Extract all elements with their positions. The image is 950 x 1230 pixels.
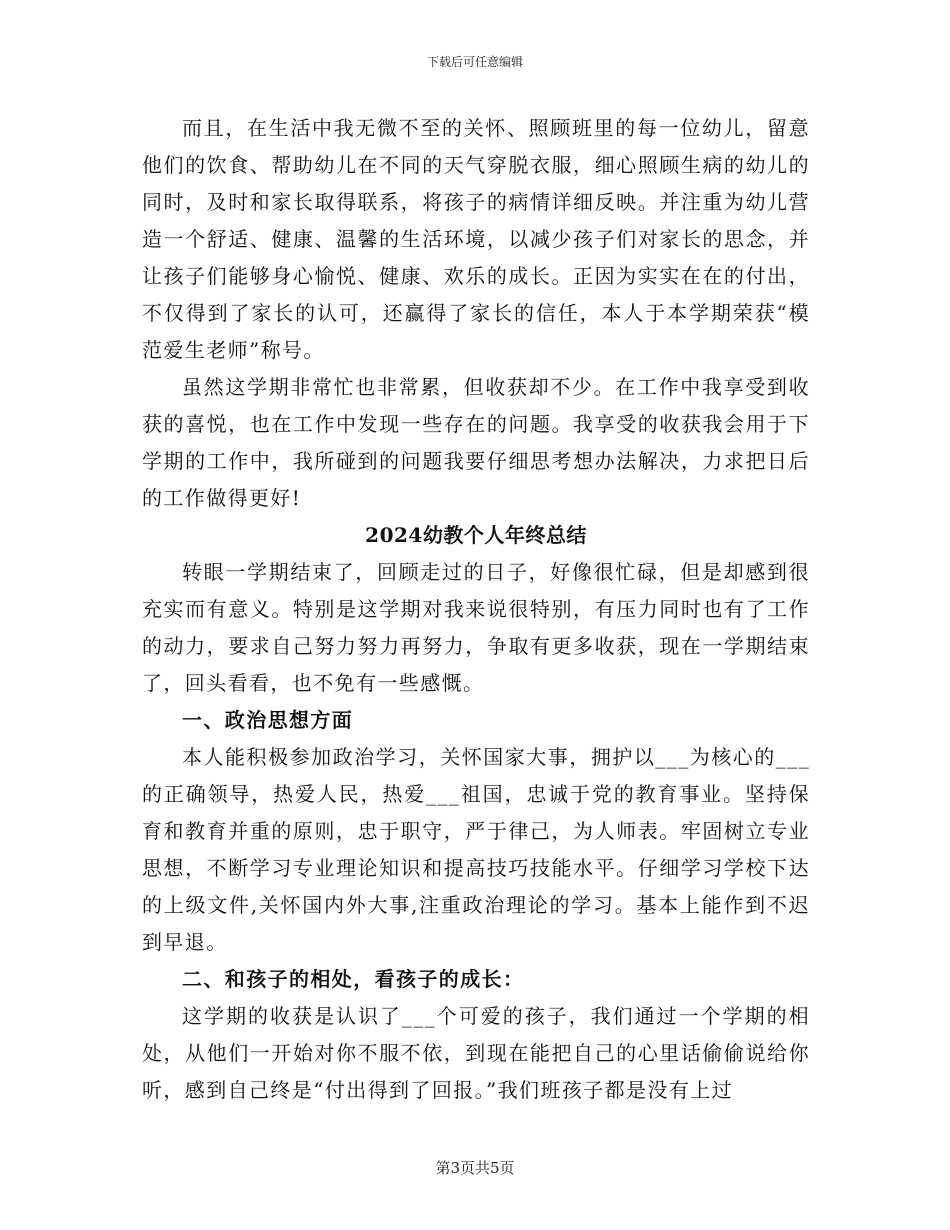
section-heading-children: 二、和孩子的相处，看孩子的成长：	[182, 967, 525, 991]
paragraph-care: 而且，在生活中我无微不至的关怀、照顾班里的每一位幼儿，留意他们的饮食、帮助幼儿在不同的天气穿脱衣服，细心照顾生病的幼儿的同时，及时和家长取得联系，将孩子的病情详细反映。并注重为幼儿营造一个舒适、健康、温馨的生活环境，以减少孩子们对家长的思念，并让孩子们能够身心愉悦、健康、欢乐的成长。正因为实实在在的付出，不仅得到了家长的认可，还赢得了家长的信任，本人于本学期荣获“模范爱生老师”称号。	[142, 116, 810, 362]
paragraph-politics: 本人能积极参加政治学习，关怀国家大事，拥护以___为核心的___的正确领导，热爱人民，热爱___祖国，忠诚于党的教育事业。坚持保育和教育并重的原则，忠于职守，严于律己，为人师表。牢固树立专业思想，不断学习专业理论知识和提高技巧技能水平。仔细学习学校下达的上级文件,关怀国内外大事,注重政治理论的学习。基本上能作到不迟到早退。	[142, 745, 810, 954]
paragraph-children: 这学期的收获是认识了___个可爱的孩子，我们通过一个学期的相处，从他们一开始对你不服不依，到现在能把自己的心里话偷偷说给你听，感到自己终是“付出得到了回报。”我们班孩子都是没有上过	[142, 1004, 810, 1102]
paragraph-harvest: 虽然这学期非常忙也非常累，但收获却不少。在工作中我享受到收获的喜悦，也在工作中发现一些存在的问题。我享受的收获我会用于下学期的工作中，我所碰到的问题我要仔细思考想办法解决，力求把日后的工作做得更好!	[142, 375, 810, 510]
document-body	[142, 110, 810, 1109]
page-footer: 第3页共5页	[435, 1159, 515, 1177]
section-heading-politics: 一、政治思想方面	[182, 708, 354, 732]
page-header: 下载后可任意编辑	[426, 55, 523, 69]
document-title: 2024幼教个人年终总结	[365, 523, 587, 547]
paragraph-intro: 转眼一学期结束了，回顾走过的日子，好像很忙碌，但是却感到很充实而有意义。特别是这学期对我来说很特别，有压力同时也有了工作的动力，要求自己努力努力再努力，争取有更多收获，现在一学期结束了，回头看看，也不免有一些感慨。	[142, 560, 810, 695]
